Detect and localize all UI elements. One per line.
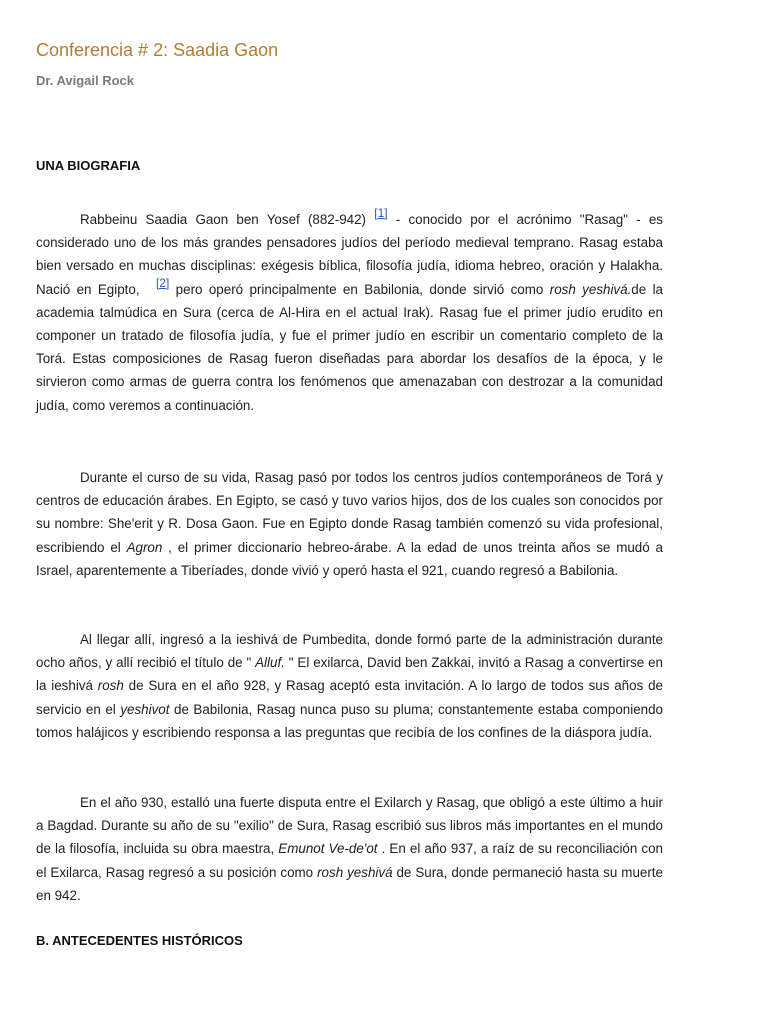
paragraph-3-italic-alluf: Alluf. [255, 655, 285, 671]
paragraph-1-text-a: Rabbeinu Saadia Gaon ben Yosef (882-942) [80, 212, 375, 227]
paragraph-4-text-c: . En el año 937, a raíz de su reconciliación con el Exilarca, Rasag regresó a su posición como [36, 841, 663, 880]
paragraph-4 [36, 791, 663, 907]
paragraph-2-text-a: Durante el curso de su vida, Rasag pasó por todos los centros judíos contemporáneos de Torá y centros de educación árabes. En Egipto, se casó y tuvo varios hijos, dos de los cuales son conocidos por su nombre: She'erit y R. Dosa Gaon. Fue en Egipto donde Rasag también comenzó su vida profesional, escribiendo el [36, 470, 663, 555]
section-heading-antecedentes: B. ANTECEDENTES HISTÓRICOS [36, 933, 243, 948]
paragraph-4-text-a: En el año 930, estalló una fuerte disputa entre el Exilarch y Rasag, que obligó a este último a huir a Bagdad. Durante su año de su "exilio" de Sura, Rasag escribió sus libros más importantes en el mundo de la filosofía, incluida su obra maestra, [36, 795, 663, 857]
paragraph-3 [36, 628, 663, 744]
paragraph-2 [36, 466, 663, 582]
paragraph-3-italic-yeshivot: yeshivot [120, 701, 170, 717]
paragraph-4-italic-rosh-yeshiva: rosh yeshivá [317, 864, 393, 880]
paragraph-3-italic-rosh: rosh [97, 678, 124, 694]
footnote-link-2[interactable]: [2] [155, 275, 170, 290]
paragraph-3-text-g: de Babilonia, Rasag nunca puso su pluma; constantemente estaba componiendo tomos halájicos y escribiendo responsa a las preguntas que recibía de los confines de la diáspora judía. [36, 701, 663, 740]
section-heading-biografia: UNA BIOGRAFIA [36, 158, 141, 173]
paragraph-2-italic-agron: Agron [126, 539, 163, 555]
paragraph-3-text-c: " El exilarca, David ben Zakkai, invitó a Rasag a convertirse en la ieshivá [36, 655, 663, 694]
paragraph-1-italic-rosh-yeshiva: rosh yeshivá. [549, 281, 632, 297]
paragraph-1-text-c: pero operó principalmente en Babilonia, donde sirvió como [169, 281, 550, 297]
paragraph-1 [36, 208, 663, 417]
paragraph-1-text-b: - conocido por el acrónimo "Rasag" - es considerado uno de los más grandes pensadores judíos del período medieval temprano. Rasag estaba bien versado en muchas disciplinas: exégesis bíblica, filosofía judía, idioma hebreo, oración y Halakha. Nació en Egipto, [36, 212, 663, 297]
paragraph-4-italic-emunot: Emunot Ve-de'ot [278, 841, 378, 857]
paragraph-2-text-c: , el primer diccionario hebreo-árabe. A la edad de unos treinta años se mudó a Israel, aparentemente a Tiberíades, donde vivió y operó hasta el 921, cuando regresó a Babilonia. [36, 539, 663, 578]
paragraph-1-text-e: de la academia talmúdica en Sura (cerca de Al-Hira en el actual Irak). Rasag fue el primer judío erudito en componer un tratado de filosofía judía, y fue el primer judío en escribir un comentario completo de la Torá. Estas composiciones de Rasag fueron diseñadas para abordar los desafíos de la época, y le sirvieron como armas de guerra contra los fenómenos que amenazaban con destrozar a la comunidad judía, como veremos a continuación. [36, 281, 663, 413]
paragraph-3-text-a: Al llegar allí, ingresó a la ieshivá de Pumbedita, donde formó parte de la administración durante ocho años, y allí recibió el título de " [36, 632, 663, 671]
paragraph-4-text-e: de Sura, donde permaneció hasta su muerte en 942. [36, 864, 663, 903]
author-name: Dr. Avigail Rock [36, 73, 135, 88]
footnote-link-1[interactable]: [1] [374, 206, 388, 220]
paragraph-3-text-e: de Sura en el año 928, y Rasag aceptó esta invitación. A lo largo de todos sus años de servicio en el [36, 678, 663, 717]
page-title: Conferencia # 2: Saadia Gaon [36, 40, 279, 60]
